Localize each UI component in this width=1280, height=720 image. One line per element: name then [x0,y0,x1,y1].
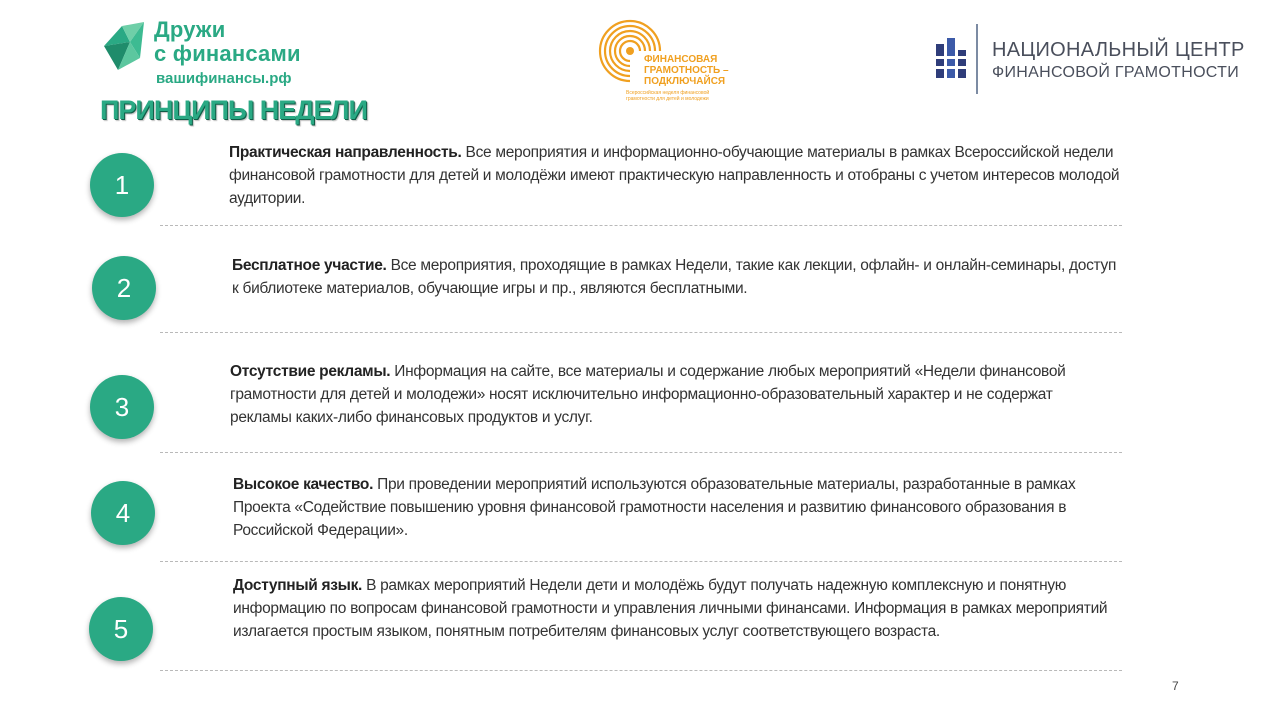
principle-divider [160,225,1122,226]
principle-body: В рамках мероприятий Недели дети и молодёжь будут получать надежную комплексную и понятную информацию по вопросам финансовой грамотности и управления личными финансами. Информация в рамках мероприятий излагается простым языком, понятным потребителям финансовых услуг соответствующего возраста. [233,577,1108,640]
principle-text [233,574,1128,643]
principle-body: Все мероприятия и информационно-обучающие материалы в рамках Всероссийской недели финансовой грамотности для детей и молодёжи имеют практическую направленность и отобраны с учетом интересов молодой аудитории. [229,144,1120,207]
brand-site-link[interactable]: вашифинансы.рф [156,70,292,87]
week-logo-line1: ФИНАНСОВАЯ [644,54,718,65]
principle-divider [160,332,1122,333]
principle-number-badge: 5 [89,597,153,661]
ncfg-name-line2: ФИНАНСОВОЙ ГРАМОТНОСТИ [992,64,1240,81]
page-number: 7 [1172,679,1179,693]
page-title: ПРИНЦИПЫ НЕДЕЛИ [100,95,367,125]
principle-number-badge: 4 [91,481,155,545]
week-logo-subline: Всероссийская неделя финансовой грамотности для детей и молодежи [626,90,710,102]
brand-name-line2: с финансами [154,41,301,66]
principle-text [229,141,1129,210]
week-logo-line2: ГРАМОТНОСТЬ – [644,65,729,76]
principle-heading: Доступный язык. [233,577,363,594]
ncfg-logo [936,24,1266,96]
ncfg-name-line1: НАЦИОНАЛЬНЫЙ ЦЕНТР [992,39,1245,61]
principle-heading: Бесплатное участие. [232,257,387,274]
ncfg-bars-icon [936,38,966,78]
principle-body: Информация на сайте, все материалы и содержание любых мероприятий «Недели финансовой грамотности для детей и молодежи» носят исключительно информационно-образовательный характер и не содержат рекламы каких-либо финансовых продуктов и услуг. [230,363,1066,426]
principle-heading: Высокое качество. [233,476,374,493]
principle-body: Все мероприятия, проходящие в рамках Недели, такие как лекции, офлайн- и онлайн-семинары, доступ к библиотеке материалов, обучающие игры и пр., являются бесплатными. [232,257,1117,297]
principle-number-badge: 1 [90,153,154,217]
brand-name-line1: Дружи [154,17,226,42]
principle-divider [160,561,1122,562]
principle-number-badge: 2 [92,256,156,320]
principle-divider [160,452,1122,453]
week-logo-line3: ПОДКЛЮЧАЙСЯ [644,76,726,87]
ncfg-separator [976,24,978,94]
principle-body: При проведении мероприятий используются образовательные материалы, разработанные в рамках Проекта «Содействие повышению уровня финансовой грамотности населения и развитию финансового образования в Российской Федерации». [233,476,1076,539]
principle-heading: Практическая направленность. [229,144,462,161]
week-logo [590,6,750,106]
principle-text [232,254,1122,300]
druzhi-s-finansami-logo [100,14,330,94]
principle-divider [160,670,1122,671]
principle-number-badge: 3 [90,375,154,439]
principle-text [230,360,1110,429]
principle-heading: Отсутствие рекламы. [230,363,391,380]
brand-mark-icon [100,18,148,74]
principle-text [233,473,1083,542]
